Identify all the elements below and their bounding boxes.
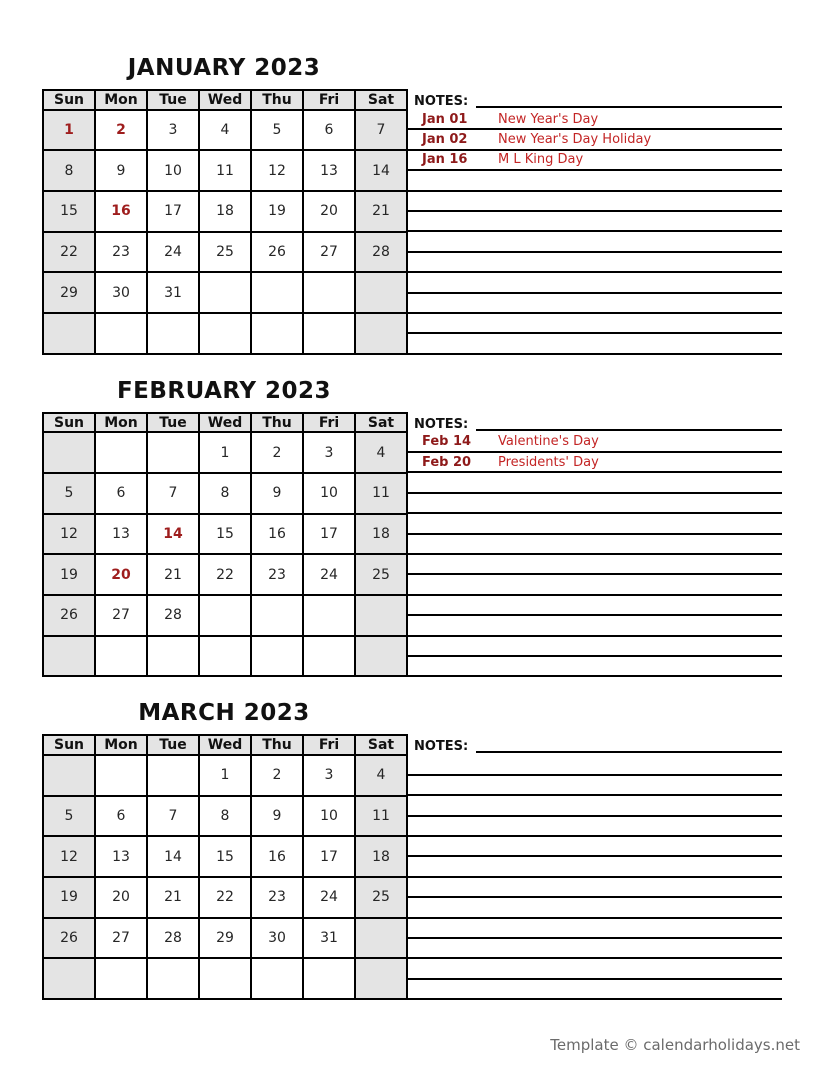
day-cell: 18 bbox=[355, 514, 407, 555]
day-cell: 14 bbox=[147, 836, 199, 877]
day-cell-empty bbox=[251, 958, 303, 999]
day-cell: 30 bbox=[251, 918, 303, 959]
day-cell: 19 bbox=[251, 191, 303, 232]
day-cell: 25 bbox=[355, 554, 407, 595]
day-cell: 2 bbox=[251, 755, 303, 796]
notes-header bbox=[408, 89, 782, 110]
day-cell: 16 bbox=[251, 514, 303, 555]
day-cell: 4 bbox=[355, 755, 407, 796]
day-cell: 10 bbox=[147, 150, 199, 191]
day-cell: 3 bbox=[303, 432, 355, 473]
day-cell-empty bbox=[199, 313, 251, 354]
day-cell: 31 bbox=[303, 918, 355, 959]
month-section-february bbox=[42, 377, 833, 678]
notes-panel bbox=[408, 412, 782, 678]
day-cell-empty bbox=[355, 636, 407, 677]
day-cell: 25 bbox=[199, 232, 251, 273]
weekday-header-sun: Sun bbox=[43, 413, 95, 433]
notes-label: NOTES: bbox=[414, 94, 469, 109]
day-cell-empty bbox=[251, 595, 303, 636]
day-cell: 22 bbox=[43, 232, 95, 273]
note-row-blank bbox=[408, 473, 782, 493]
day-cell: 20 bbox=[303, 191, 355, 232]
day-cell: 24 bbox=[303, 877, 355, 918]
day-cell: 7 bbox=[147, 473, 199, 514]
day-cell: 28 bbox=[355, 232, 407, 273]
note-row-blank bbox=[408, 919, 782, 939]
weekday-header-wed: Wed bbox=[199, 735, 251, 755]
day-cell-empty bbox=[355, 313, 407, 354]
day-cell-empty bbox=[251, 313, 303, 354]
day-cell: 11 bbox=[355, 796, 407, 837]
weekday-header-wed: Wed bbox=[199, 90, 251, 110]
day-cell: 18 bbox=[199, 191, 251, 232]
calendar-grid bbox=[42, 734, 408, 1000]
note-row-blank bbox=[408, 857, 782, 877]
day-cell: 18 bbox=[355, 836, 407, 877]
day-cell-empty bbox=[251, 272, 303, 313]
day-cell-empty bbox=[303, 595, 355, 636]
holiday-name: Presidents' Day bbox=[498, 454, 599, 470]
weekday-header-sat: Sat bbox=[355, 90, 407, 110]
weekday-header-sun: Sun bbox=[43, 90, 95, 110]
day-cell: 7 bbox=[355, 110, 407, 151]
day-cell: 20 bbox=[95, 554, 147, 595]
day-cell: 5 bbox=[251, 110, 303, 151]
day-cell: 29 bbox=[43, 272, 95, 313]
day-cell: 27 bbox=[95, 918, 147, 959]
day-cell-empty bbox=[43, 755, 95, 796]
day-cell: 1 bbox=[43, 110, 95, 151]
holiday-date: Feb 14 bbox=[422, 434, 472, 450]
note-row-blank bbox=[408, 294, 782, 314]
day-cell: 22 bbox=[199, 877, 251, 918]
month-title: MARCH 2023 bbox=[138, 700, 310, 727]
day-cell: 21 bbox=[355, 191, 407, 232]
day-cell-empty bbox=[147, 958, 199, 999]
day-cell: 1 bbox=[199, 432, 251, 473]
day-cell-empty bbox=[95, 958, 147, 999]
day-cell: 11 bbox=[355, 473, 407, 514]
note-row-blank bbox=[408, 253, 782, 273]
weekday-header-sat: Sat bbox=[355, 413, 407, 433]
day-cell: 4 bbox=[199, 110, 251, 151]
day-cell: 26 bbox=[43, 595, 95, 636]
day-cell-empty bbox=[147, 432, 199, 473]
day-cell-empty bbox=[303, 313, 355, 354]
notes-header-rule bbox=[476, 751, 782, 753]
note-row-blank bbox=[408, 232, 782, 252]
note-row-blank bbox=[408, 171, 782, 191]
day-cell: 30 bbox=[95, 272, 147, 313]
note-row-holiday bbox=[408, 453, 782, 473]
day-cell: 26 bbox=[43, 918, 95, 959]
day-cell: 26 bbox=[251, 232, 303, 273]
month-body bbox=[42, 412, 833, 678]
weekday-header-thu: Thu bbox=[251, 90, 303, 110]
note-row-holiday bbox=[408, 130, 782, 150]
day-cell: 5 bbox=[43, 473, 95, 514]
day-cell-empty bbox=[43, 313, 95, 354]
day-cell: 21 bbox=[147, 554, 199, 595]
note-row-blank bbox=[408, 273, 782, 293]
month-section-january bbox=[42, 54, 833, 355]
day-cell-empty bbox=[355, 918, 407, 959]
day-cell-empty bbox=[251, 636, 303, 677]
day-cell: 7 bbox=[147, 796, 199, 837]
weekday-header-thu: Thu bbox=[251, 413, 303, 433]
day-cell-empty bbox=[303, 958, 355, 999]
note-row-holiday bbox=[408, 110, 782, 130]
day-cell: 14 bbox=[355, 150, 407, 191]
day-cell: 15 bbox=[199, 514, 251, 555]
note-row-blank bbox=[408, 494, 782, 514]
day-cell: 23 bbox=[251, 877, 303, 918]
day-cell: 22 bbox=[199, 554, 251, 595]
notes-panel bbox=[408, 734, 782, 1000]
day-cell-empty bbox=[147, 313, 199, 354]
notes-header bbox=[408, 734, 782, 755]
weekday-header-mon: Mon bbox=[95, 413, 147, 433]
weekday-header-fri: Fri bbox=[303, 413, 355, 433]
day-cell: 3 bbox=[303, 755, 355, 796]
day-cell: 13 bbox=[95, 836, 147, 877]
day-cell-empty bbox=[199, 272, 251, 313]
day-cell: 9 bbox=[251, 473, 303, 514]
day-cell-empty bbox=[95, 755, 147, 796]
weekday-header-sat: Sat bbox=[355, 735, 407, 755]
notes-header-rule bbox=[476, 106, 782, 108]
day-cell: 8 bbox=[199, 796, 251, 837]
weekday-header-wed: Wed bbox=[199, 413, 251, 433]
note-row-blank bbox=[408, 817, 782, 837]
note-row-blank bbox=[408, 514, 782, 534]
day-cell: 17 bbox=[147, 191, 199, 232]
note-row-blank bbox=[408, 334, 782, 354]
day-cell-empty bbox=[355, 595, 407, 636]
note-row-blank bbox=[408, 535, 782, 555]
note-row-blank bbox=[408, 837, 782, 857]
weekday-header-tue: Tue bbox=[147, 735, 199, 755]
day-cell: 2 bbox=[251, 432, 303, 473]
day-cell: 2 bbox=[95, 110, 147, 151]
notes-label: NOTES: bbox=[414, 739, 469, 755]
day-cell: 9 bbox=[251, 796, 303, 837]
note-row-blank bbox=[408, 939, 782, 959]
day-cell: 23 bbox=[251, 554, 303, 595]
day-cell: 8 bbox=[43, 150, 95, 191]
day-cell: 12 bbox=[43, 836, 95, 877]
day-cell: 1 bbox=[199, 755, 251, 796]
day-cell-empty bbox=[43, 636, 95, 677]
holiday-name: M L King Day bbox=[498, 152, 584, 168]
calendar-grid bbox=[42, 412, 408, 678]
day-cell: 6 bbox=[95, 473, 147, 514]
day-cell: 16 bbox=[95, 191, 147, 232]
day-cell: 11 bbox=[199, 150, 251, 191]
day-cell-empty bbox=[147, 636, 199, 677]
day-cell-empty bbox=[303, 636, 355, 677]
day-cell-empty bbox=[199, 636, 251, 677]
holiday-date: Jan 16 bbox=[422, 152, 468, 168]
day-cell: 12 bbox=[251, 150, 303, 191]
day-cell: 5 bbox=[43, 796, 95, 837]
weekday-header-fri: Fri bbox=[303, 90, 355, 110]
day-cell: 23 bbox=[95, 232, 147, 273]
day-cell: 15 bbox=[199, 836, 251, 877]
note-row-holiday bbox=[408, 433, 782, 453]
day-cell-empty bbox=[199, 958, 251, 999]
note-row-blank bbox=[408, 616, 782, 636]
day-cell: 15 bbox=[43, 191, 95, 232]
note-row-blank bbox=[408, 575, 782, 595]
weekday-header-tue: Tue bbox=[147, 90, 199, 110]
day-cell: 14 bbox=[147, 514, 199, 555]
note-row-holiday bbox=[408, 151, 782, 171]
notes-label: NOTES: bbox=[414, 416, 469, 432]
note-row-blank bbox=[408, 596, 782, 616]
day-cell-empty bbox=[95, 432, 147, 473]
note-row-blank bbox=[408, 192, 782, 212]
weekday-header-sun: Sun bbox=[43, 735, 95, 755]
note-row-blank bbox=[408, 657, 782, 677]
notes-panel bbox=[408, 89, 782, 355]
note-row-blank bbox=[408, 878, 782, 898]
note-row-blank bbox=[408, 314, 782, 334]
calendar-grid bbox=[42, 89, 408, 355]
month-title: FEBRUARY 2023 bbox=[116, 377, 332, 404]
month-body bbox=[42, 734, 833, 1000]
note-row-blank bbox=[408, 637, 782, 657]
day-cell-empty bbox=[303, 272, 355, 313]
day-cell: 4 bbox=[355, 432, 407, 473]
holiday-date: Feb 20 bbox=[422, 454, 472, 470]
note-row-blank bbox=[408, 959, 782, 979]
day-cell: 8 bbox=[199, 473, 251, 514]
month-body bbox=[42, 89, 833, 355]
day-cell: 9 bbox=[95, 150, 147, 191]
day-cell: 10 bbox=[303, 796, 355, 837]
weekday-header-mon: Mon bbox=[95, 90, 147, 110]
day-cell: 29 bbox=[199, 918, 251, 959]
day-cell: 6 bbox=[95, 796, 147, 837]
month-title: JANUARY 2023 bbox=[127, 55, 321, 81]
day-cell: 12 bbox=[43, 514, 95, 555]
day-cell: 17 bbox=[303, 514, 355, 555]
holiday-name: New Year's Day Holiday bbox=[498, 132, 652, 148]
day-cell-empty bbox=[199, 595, 251, 636]
day-cell: 31 bbox=[147, 272, 199, 313]
day-cell-empty bbox=[355, 272, 407, 313]
weekday-header-thu: Thu bbox=[251, 735, 303, 755]
day-cell: 6 bbox=[303, 110, 355, 151]
day-cell: 16 bbox=[251, 836, 303, 877]
day-cell: 21 bbox=[147, 877, 199, 918]
day-cell: 10 bbox=[303, 473, 355, 514]
day-cell: 28 bbox=[147, 918, 199, 959]
day-cell: 13 bbox=[95, 514, 147, 555]
day-cell: 24 bbox=[147, 232, 199, 273]
note-row-blank bbox=[408, 755, 782, 775]
note-row-blank bbox=[408, 980, 782, 1000]
day-cell: 24 bbox=[303, 554, 355, 595]
note-row-blank bbox=[408, 776, 782, 796]
holiday-date: Jan 02 bbox=[422, 132, 468, 148]
note-row-blank bbox=[408, 796, 782, 816]
notes-header bbox=[408, 412, 782, 433]
day-cell: 28 bbox=[147, 595, 199, 636]
day-cell: 19 bbox=[43, 554, 95, 595]
day-cell: 27 bbox=[303, 232, 355, 273]
notes-header-rule bbox=[476, 429, 782, 431]
weekday-header-mon: Mon bbox=[95, 735, 147, 755]
day-cell: 17 bbox=[303, 836, 355, 877]
holiday-name: New Year's Day bbox=[498, 111, 599, 127]
footer-credit: Template © calendarholidays.net bbox=[550, 1036, 800, 1055]
day-cell: 13 bbox=[303, 150, 355, 191]
day-cell: 20 bbox=[95, 877, 147, 918]
day-cell-empty bbox=[43, 958, 95, 999]
day-cell-empty bbox=[95, 313, 147, 354]
holiday-date: Jan 01 bbox=[422, 111, 468, 127]
day-cell: 3 bbox=[147, 110, 199, 151]
day-cell-empty bbox=[95, 636, 147, 677]
weekday-header-fri: Fri bbox=[303, 735, 355, 755]
month-section-march bbox=[42, 699, 833, 1000]
weekday-header-tue: Tue bbox=[147, 413, 199, 433]
day-cell-empty bbox=[147, 755, 199, 796]
day-cell: 19 bbox=[43, 877, 95, 918]
note-row-blank bbox=[408, 898, 782, 918]
day-cell-empty bbox=[43, 432, 95, 473]
day-cell: 27 bbox=[95, 595, 147, 636]
holiday-name: Valentine's Day bbox=[498, 434, 599, 450]
day-cell: 25 bbox=[355, 877, 407, 918]
day-cell-empty bbox=[355, 958, 407, 999]
note-row-blank bbox=[408, 555, 782, 575]
note-row-blank bbox=[408, 212, 782, 232]
